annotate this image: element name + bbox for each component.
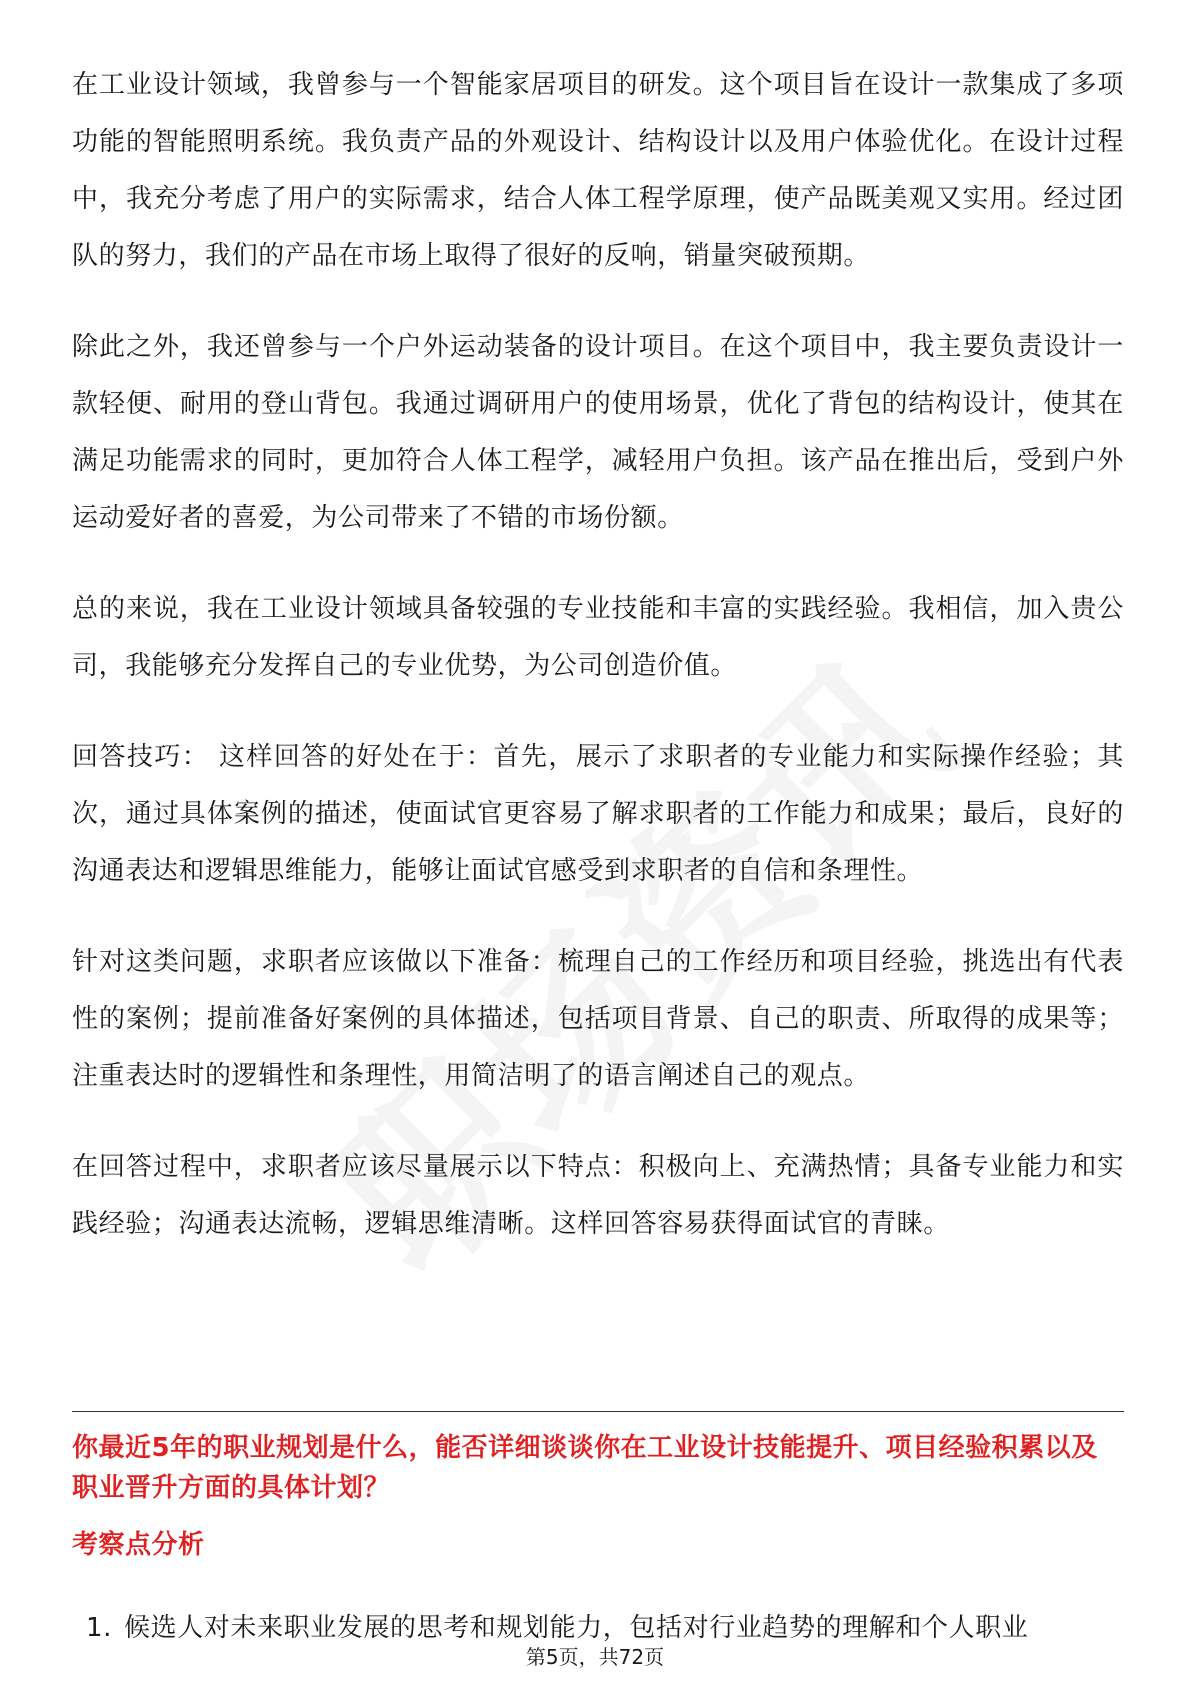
paragraph-traits: 在回答过程中，求职者应该尽量展示以下特点：积极向上、充满热情；具备专业能力和实践经验；沟通表达流畅，逻辑思维清晰。这样回答容易获得面试官的青睐。: [72, 1152, 1124, 1239]
paragraph-outdoor-gear-project: 除此之外，我还曾参与一个户外运动装备的设计项目。在这个项目中，我主要负责设计一款轻便、耐用的登山背包。我通过调研用户的使用场景，优化了背包的结构设计，使其在满足功能需求的同时，更加符合人体工程学，减轻用户负担。该产品在推出后，受到户外运动爱好者的喜爱，为公司带来了不错的市场份额。: [72, 332, 1124, 533]
analysis-heading: 考察点分析: [72, 1530, 205, 1560]
paragraph-answer-tips: 回答技巧： 这样回答的好处在于：首先，展示了求职者的专业能力和实际操作经验；其次，通过具体案例的描述，使面试官更容易了解求职者的工作能力和成果；最后，良好的沟通表达和逻辑思维能力，能够让面试官感受到求职者的自信和条理性。: [72, 742, 1124, 886]
list-item-number: 1.: [86, 1613, 113, 1643]
section-divider: [72, 1411, 1124, 1412]
paragraph-smart-home-project: 在工业设计领域，我曾参与一个智能家居项目的研发。这个项目旨在设计一款集成了多项功能的智能照明系统。我负责产品的外观设计、结构设计以及用户体验优化。在设计过程中，我充分考虑了用户的实际需求，结合人体工程学原理，使产品既美观又实用。经过团队的努力，我们的产品在市场上取得了很好的反响，销量突破预期。: [72, 70, 1124, 271]
answer-body: [72, 57, 1124, 1287]
list-item-text: 候选人对未来职业发展的思考和规划能力，包括对行业趋势的理解和个人职业: [124, 1613, 1029, 1643]
page-number: 第5页，共72页: [525, 1645, 665, 1669]
interview-question: 你最近5年的职业规划是什么，能否详细谈谈你在工业设计技能提升、项目经验积累以及职业晋升方面的具体计划？: [72, 1433, 1098, 1503]
paragraph-preparation: 针对这类问题，求职者应该做以下准备：梳理自己的工作经历和项目经验，挑选出有代表性的案例；提前准备好案例的具体描述，包括项目背景、自己的职责、所取得的成果等；注重表达时的逻辑性和条理性，用简洁明了的语言阐述自己的观点。: [72, 947, 1124, 1091]
paragraph-summary: 总的来说，我在工业设计领域具备较强的专业技能和丰富的实践经验。我相信，加入贵公司，我能够充分发挥自己的专业优势，为公司创造价值。: [72, 594, 1124, 681]
